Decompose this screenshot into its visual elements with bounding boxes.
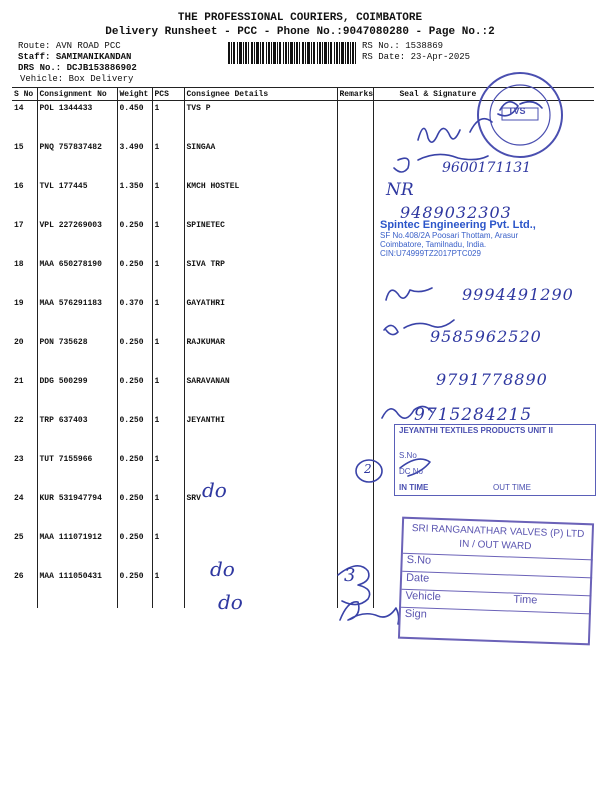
srv-stamp-vehicle: [401, 589, 591, 609]
ditto-mark-row23: do: [202, 478, 227, 502]
mark-row23: 2: [364, 462, 372, 476]
vehicle-value: Box Delivery: [68, 74, 134, 84]
cell-weight: 0.250: [117, 491, 152, 530]
cell-weight: 0.370: [117, 296, 152, 335]
cell-remarks: [337, 179, 373, 218]
spintec-name: Spintec Engineering Pvt. Ltd.,: [380, 219, 536, 231]
route-line: [18, 41, 121, 51]
cell-remarks: [337, 374, 373, 413]
rs-no-line: [362, 41, 443, 51]
runsheet-subtitle: Delivery Runsheet - PCC - Phone No.:9047080280 - Page No.:2: [105, 26, 495, 38]
cell-pcs: 1: [152, 569, 184, 608]
srv-stamp-line1: SRI RANGANATHAR VALVES (P) LTD: [411, 523, 585, 541]
col-sno: S No: [12, 88, 37, 101]
cell-weight: 0.250: [117, 335, 152, 374]
spintec-line3: CIN:U74999TZ2017PTC029: [380, 249, 481, 258]
phone-row19: 9585962520: [430, 327, 542, 346]
company-title: THE PROFESSIONAL COURIERS, COIMBATORE: [177, 12, 423, 24]
cell-sno: 24: [12, 491, 37, 530]
cell-consignment: MAA 111071912: [37, 530, 117, 569]
cell-pcs: 1: [152, 374, 184, 413]
cell-consignment: MAA 576291183: [37, 296, 117, 335]
cell-pcs: 1: [152, 218, 184, 257]
cell-signature: [373, 101, 594, 141]
cell-sno: 14: [12, 101, 37, 141]
rs-date-label: RS Date:: [362, 52, 406, 62]
cell-sno: 18: [12, 257, 37, 296]
drs-line: [18, 63, 137, 73]
cell-pcs: 1: [152, 413, 184, 452]
cell-weight: 3.490: [117, 140, 152, 179]
cell-sno: 21: [12, 374, 37, 413]
cell-weight: 0.250: [117, 374, 152, 413]
cell-consignment: TRP 637403: [37, 413, 117, 452]
cell-pcs: 1: [152, 491, 184, 530]
spintec-stamp: [380, 219, 565, 258]
cell-consignee: [184, 569, 337, 608]
drs-label: DRS No.:: [18, 63, 62, 73]
staff-value: SAMIMANIKANDAN: [55, 52, 132, 62]
cell-sno: 22: [12, 413, 37, 452]
cell-consignment: PNQ 757837482: [37, 140, 117, 179]
srv-stamp-sno: S.No: [402, 553, 592, 573]
cell-sno: 23: [12, 452, 37, 491]
phone-row20: 9791778890: [436, 370, 548, 389]
cell-pcs: 1: [152, 452, 184, 491]
cell-consignment: PON 735628: [37, 335, 117, 374]
cell-weight: 1.350: [117, 179, 152, 218]
spintec-line1: SF No.408/2A Poosari Thottam, Arasur: [380, 231, 519, 240]
route-value: AVN ROAD PCC: [55, 41, 121, 51]
cell-sno: 19: [12, 296, 37, 335]
cell-consignee: KMCH HOSTEL: [184, 179, 337, 218]
col-signature: Seal & Signature: [373, 88, 594, 101]
cell-pcs: 1: [152, 335, 184, 374]
cell-consignment: TUT 7155966: [37, 452, 117, 491]
jeyanthi-sno: S.No: [399, 451, 417, 460]
cell-remarks: [337, 140, 373, 179]
vehicle-label: Vehicle:: [20, 74, 64, 84]
cell-sno: 20: [12, 335, 37, 374]
vehicle-line: [20, 74, 133, 84]
initials-row16: NR: [386, 180, 414, 200]
cell-sno: 25: [12, 530, 37, 569]
table-header-row: [12, 88, 594, 101]
cell-consignee: [184, 530, 337, 569]
col-weight: Weight: [117, 88, 152, 101]
cell-weight: 0.250: [117, 257, 152, 296]
cell-weight: 0.250: [117, 530, 152, 569]
cell-sno: 26: [12, 569, 37, 608]
srv-stamp-vehicle-label: Vehicle: [405, 589, 442, 604]
cell-consignment: MAA 111050431: [37, 569, 117, 608]
cell-remarks: [337, 335, 373, 374]
ditto-mark-row26: do: [218, 590, 243, 614]
cell-remarks: [337, 413, 373, 452]
staff-line: [18, 52, 131, 62]
cell-consignment: POL 1344433: [37, 101, 117, 141]
srv-stamp-sign: Sign: [401, 607, 591, 627]
spintec-line2: Coimbatore, Tamilnadu, India.: [380, 240, 487, 249]
cell-remarks: [337, 101, 373, 141]
srv-stamp-date: Date: [402, 571, 592, 591]
table-row: [12, 101, 594, 141]
cell-pcs: 1: [152, 257, 184, 296]
cell-remarks: [337, 530, 373, 569]
phone-row21: 9715284215: [414, 405, 533, 425]
col-remarks: Remarks: [337, 88, 373, 101]
jeyanthi-in-time: IN TIME: [399, 483, 429, 492]
route-label: Route:: [18, 41, 51, 51]
phone-row16: 9489032303: [400, 203, 512, 222]
cell-weight: 0.250: [117, 452, 152, 491]
cell-consignee: SINGAA: [184, 140, 337, 179]
rs-no-label: RS No.:: [362, 41, 400, 51]
cell-consignee: RAJKUMAR: [184, 335, 337, 374]
cell-weight: 0.250: [117, 569, 152, 608]
cell-remarks: [337, 257, 373, 296]
jeyanthi-title: JEYANTHI TEXTILES PRODUCTS UNIT II: [399, 426, 553, 435]
cell-remarks: [337, 491, 373, 530]
cell-consignment: TVL 177445: [37, 179, 117, 218]
phone-row15: 9600171131: [442, 160, 532, 176]
rs-date-value: 23-Apr-2025: [410, 52, 471, 62]
cell-pcs: 1: [152, 530, 184, 569]
rs-date-line: [362, 52, 470, 62]
cell-pcs: 1: [152, 179, 184, 218]
cell-consignment: DDG 500299: [37, 374, 117, 413]
col-consignee: Consignee Details: [184, 88, 337, 101]
cell-consignment: MAA 650278190: [37, 257, 117, 296]
rs-no-value: 1538869: [405, 41, 444, 51]
cell-weight: 0.250: [117, 218, 152, 257]
cell-remarks: [337, 218, 373, 257]
cell-pcs: 1: [152, 140, 184, 179]
round-seal-text: TVS: [508, 106, 526, 116]
mark-row25: 3: [344, 565, 356, 586]
jeyanthi-out-time: OUT TIME: [493, 483, 531, 492]
col-pcs: PCS: [152, 88, 184, 101]
cell-consignment: VPL 227269003: [37, 218, 117, 257]
staff-label: Staff:: [18, 52, 51, 62]
cell-sno: 17: [12, 218, 37, 257]
cell-consignee: SPINETEC: [184, 218, 337, 257]
cell-sno: 15: [12, 140, 37, 179]
cell-weight: 0.450: [117, 101, 152, 141]
srv-stamp-line2: IN / OUT WARD: [459, 538, 532, 553]
srv-stamp-time: Time: [513, 593, 538, 607]
cell-remarks: [337, 296, 373, 335]
jeyanthi-stamp: [394, 424, 596, 496]
cell-pcs: 1: [152, 296, 184, 335]
cell-consignment: KUR 531947794: [37, 491, 117, 530]
phone-row18: 9994491290: [462, 285, 574, 304]
cell-consignee: GAYATHRI: [184, 296, 337, 335]
barcode: [228, 42, 356, 64]
cell-pcs: 1: [152, 101, 184, 141]
jeyanthi-dc-no: DC No: [399, 467, 424, 476]
cell-consignee: TVS P: [184, 101, 337, 141]
col-consignment: Consignment No: [37, 88, 117, 101]
ditto-mark-row25: do: [210, 557, 235, 581]
drs-value: DCJB153886902: [66, 63, 137, 73]
cell-consignee: SRV: [184, 491, 337, 530]
sri-ranganathar-stamp: [398, 517, 594, 646]
cell-weight: 0.250: [117, 413, 152, 452]
cell-consignee: SIVA TRP: [184, 257, 337, 296]
cell-sno: 16: [12, 179, 37, 218]
cell-consignee: SARAVANAN: [184, 374, 337, 413]
cell-consignee: JEYANTHI: [184, 413, 337, 452]
